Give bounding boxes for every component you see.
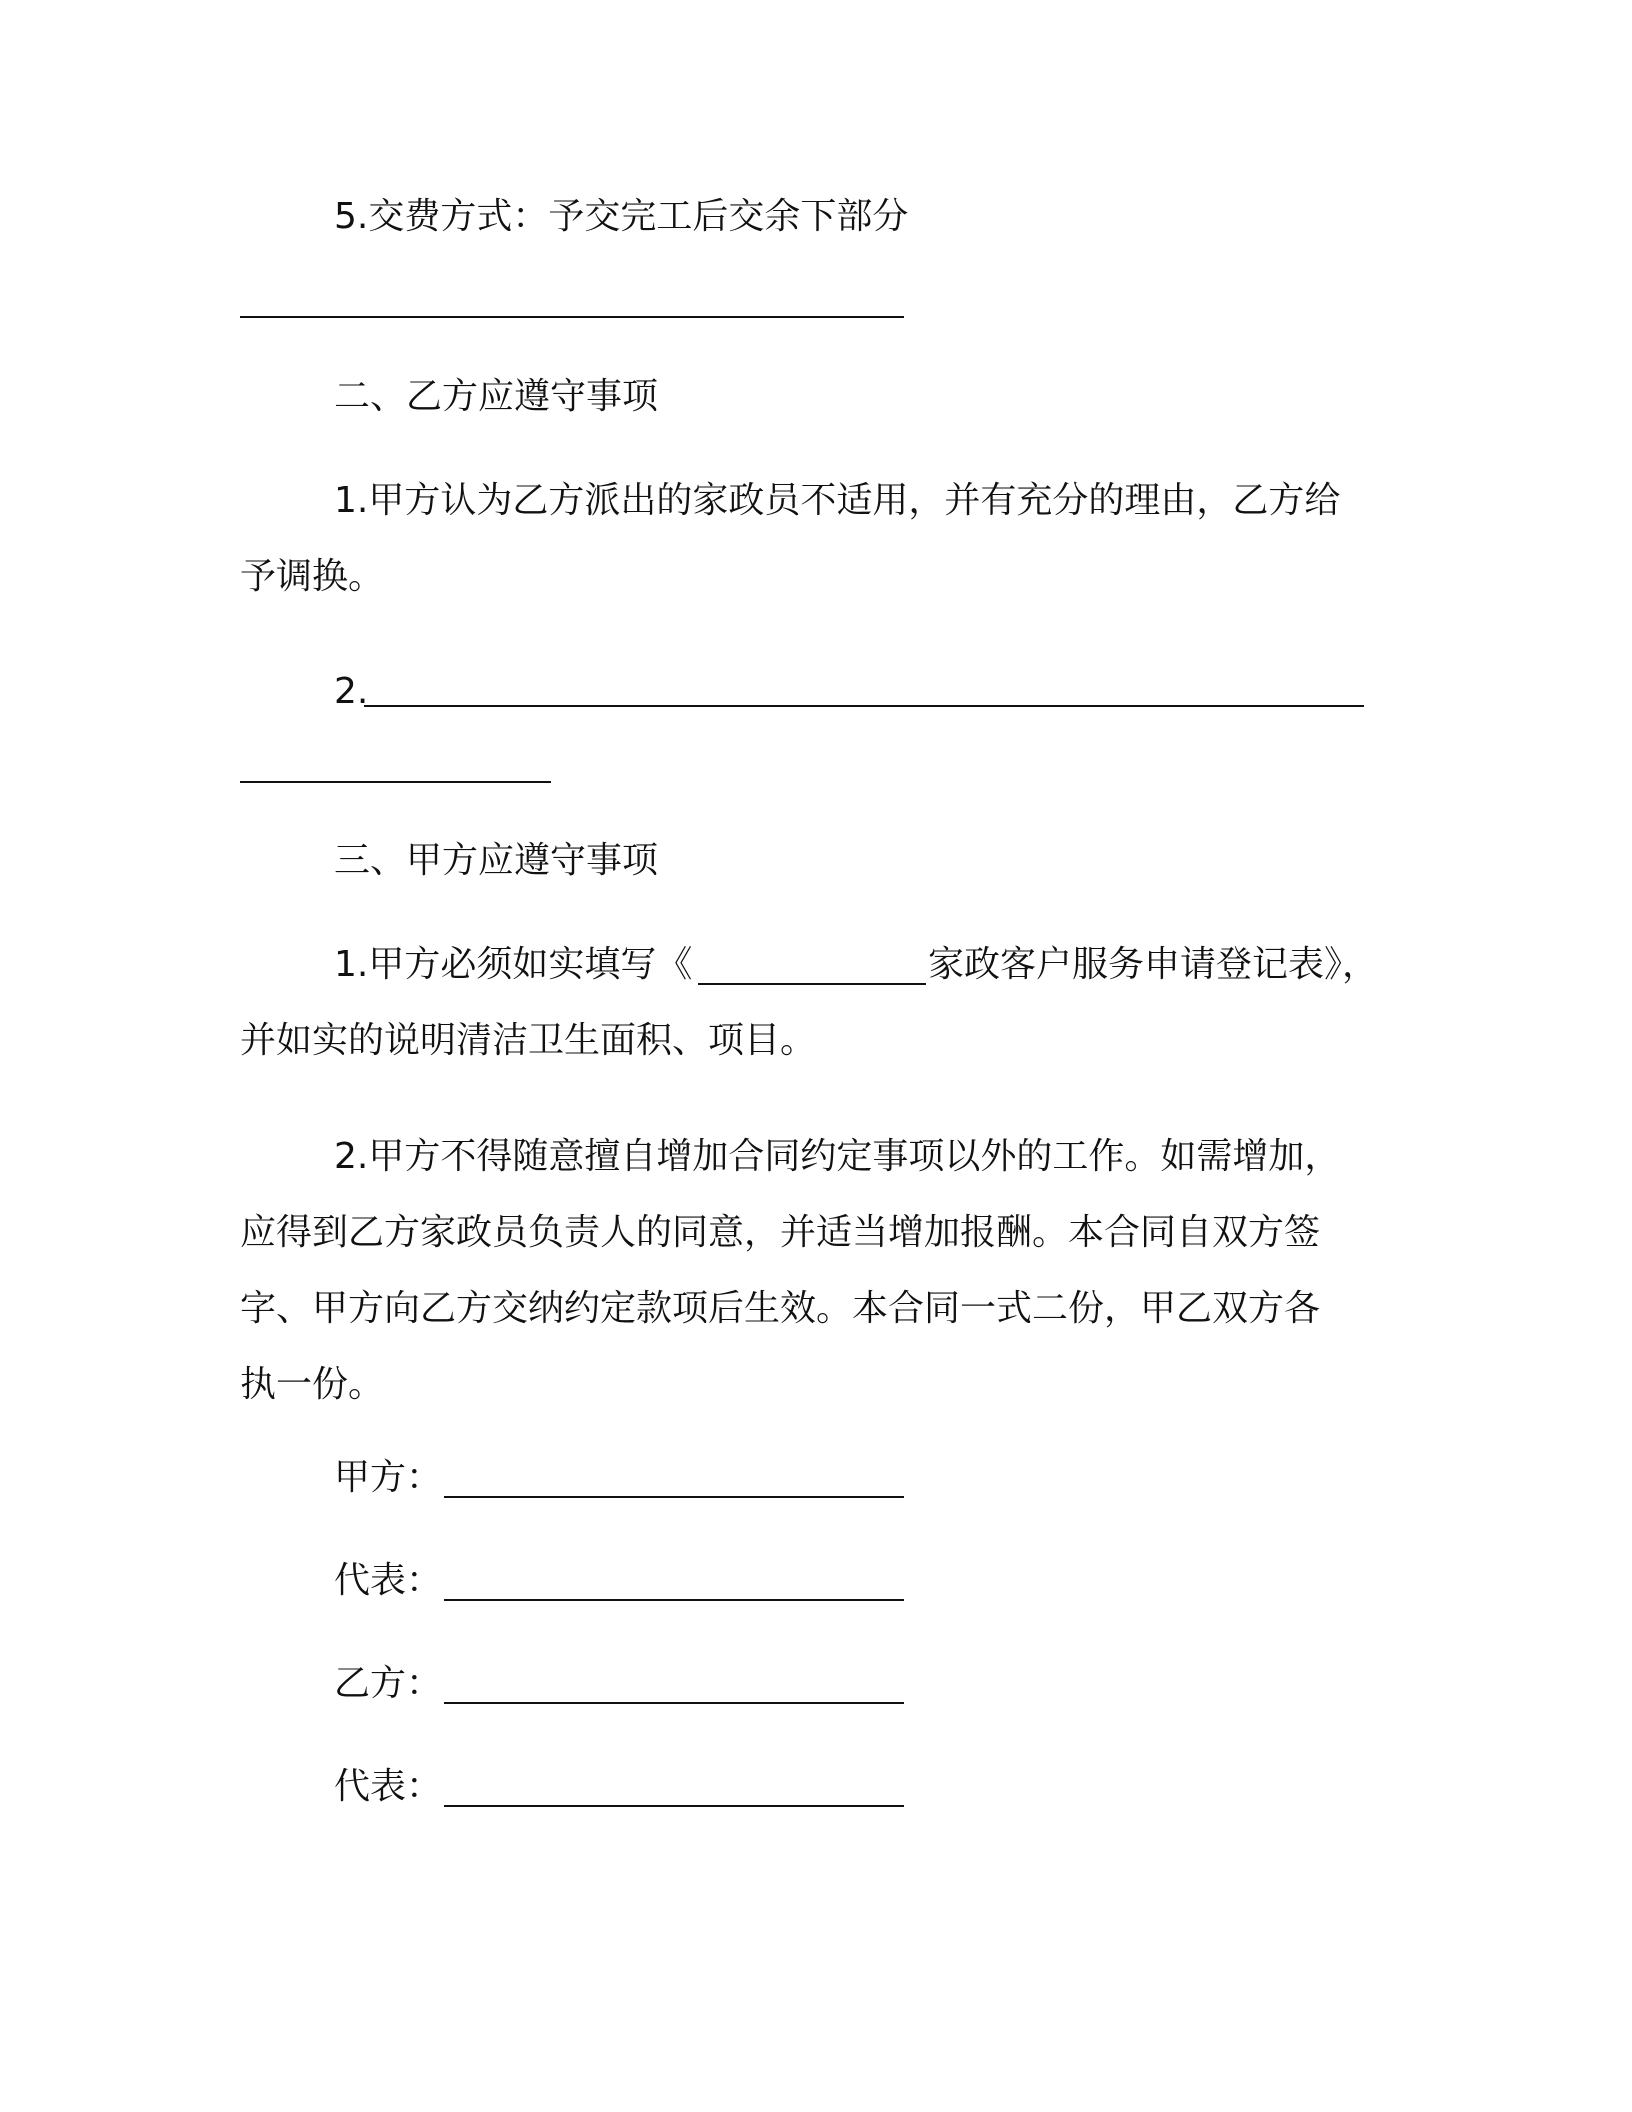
- s3-item2-line2: 应得到乙方家政员负责人的同意，并适当增加报酬。本合同自双方签: [240, 1212, 1321, 1253]
- s2-item1-line1: 1.甲方认为乙方派出的家政员不适用，并有充分的理由，乙方给: [334, 480, 1341, 521]
- signature-rep-b-label: 代表：: [334, 1766, 443, 1807]
- section-3-heading: 三、甲方应遵守事项: [334, 840, 659, 881]
- s3-item2-line4: 执一份。: [240, 1364, 385, 1405]
- s3-item2-line3: 字、甲方向乙方交纳约定款项后生效。本合同一式二份，甲乙双方各: [240, 1288, 1321, 1329]
- signature-blank: [444, 1496, 904, 1498]
- signature-blank: [444, 1805, 904, 1807]
- signature-rep-a-label: 代表：: [334, 1560, 443, 1601]
- s3-item1-suffix: 家政客户服务申请登记表》，: [928, 944, 1379, 985]
- s3-item1-line2: 并如实的说明清洁卫生面积、项目。: [240, 1020, 817, 1061]
- signature-blank: [444, 1599, 904, 1601]
- s3-item2-line1: 2.甲方不得随意擅自增加合同约定事项以外的工作。如需增加，: [334, 1136, 1341, 1177]
- s2-item2-prefix: 2.: [334, 671, 369, 712]
- s2-item1-line2: 予调换。: [240, 556, 385, 597]
- blank-rule: [240, 316, 904, 318]
- signature-blank: [444, 1702, 904, 1704]
- section-2-heading: 二、乙方应遵守事项: [334, 376, 659, 417]
- signature-party-b-label: 乙方：: [334, 1663, 443, 1704]
- signature-party-a-label: 甲方：: [334, 1457, 443, 1498]
- blank-rule: [240, 781, 551, 783]
- s3-item1-prefix: 1.甲方必须如实填写《: [334, 944, 693, 985]
- blank-rule: [364, 705, 1364, 707]
- payment-method-line: 5.交费方式：予交完工后交余下部分: [334, 196, 909, 237]
- blank-rule: [698, 983, 926, 985]
